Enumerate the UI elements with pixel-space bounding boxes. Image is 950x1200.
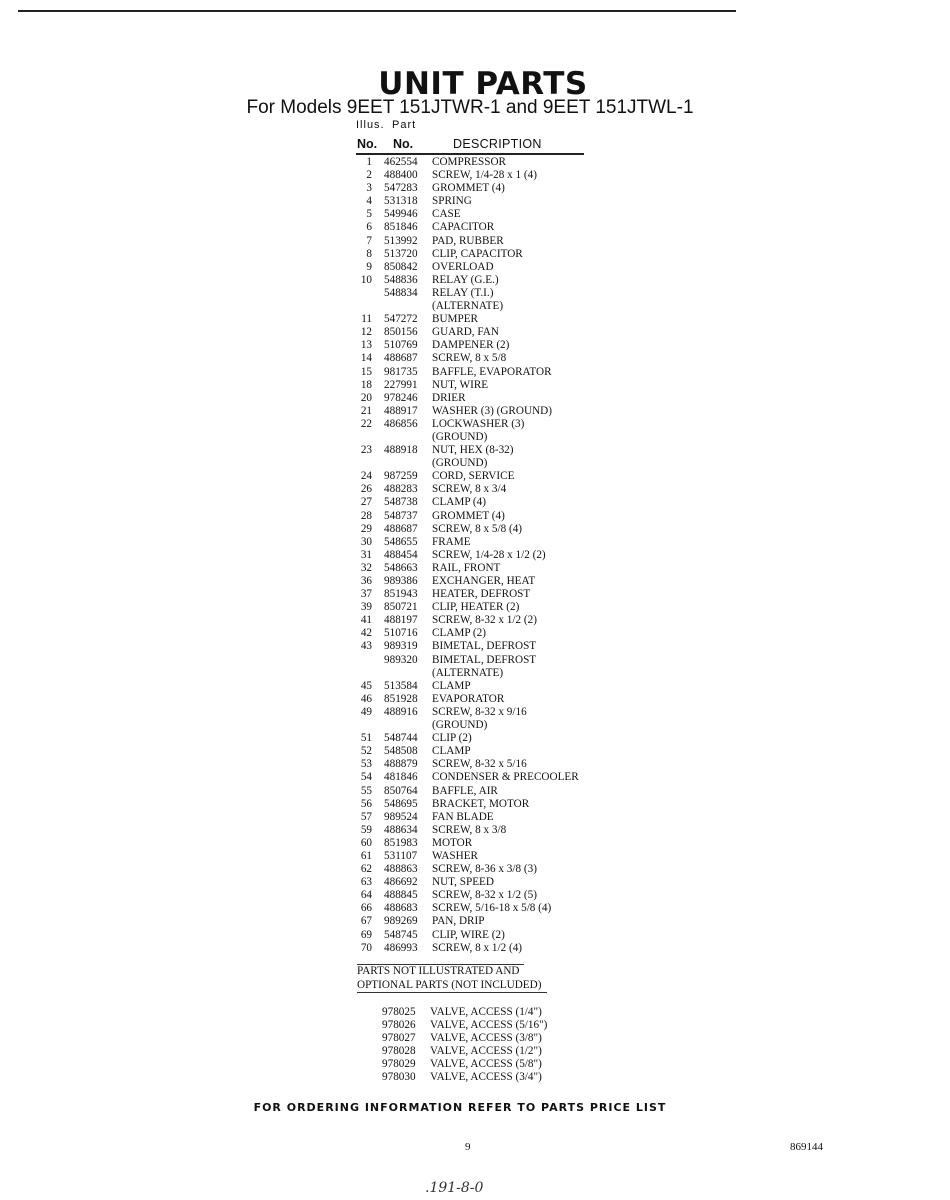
part-number: 978025 [382,1006,416,1018]
part-number: 548655 [384,535,418,548]
table-row [350,169,610,182]
part-description: BIMETAL, DEFROST [432,653,537,666]
part-description: DRIER [432,391,466,404]
table-row [350,496,610,509]
optional-title-line2: OPTIONAL PARTS (NOT INCLUDED) [357,978,542,991]
illus-number: 36 [360,575,372,587]
part-description: VALVE, ACCESS (5/8") [430,1058,542,1071]
illus-number: 51 [360,732,372,745]
part-number: 531318 [384,195,418,208]
part-number: 978246 [384,391,418,404]
table-row [350,575,610,588]
part-description: VALVE, ACCESS (1/4") [430,1006,542,1018]
illus-number: 20 [360,391,372,404]
table-row [350,457,610,470]
table-row [350,1045,610,1058]
part-description: CORD, SERVICE [432,470,515,483]
part-description: HEATER, DEFROST [432,588,531,601]
part-number: 989320 [384,653,418,666]
part-description: OVERLOAD [432,260,494,273]
part-number: 850842 [384,260,418,273]
table-row [350,431,610,444]
table-row [350,221,610,234]
illus-number: 3 [366,182,372,195]
illus-number: 24 [360,470,372,483]
part-number: 548738 [384,496,418,509]
part-number: 850764 [384,784,418,797]
illus-number: 10 [360,273,372,286]
table-row [350,313,610,326]
table-row [350,405,610,418]
part-no-header: No. [393,137,414,151]
illus-number: 21 [360,404,372,417]
part-number: 510716 [384,627,418,640]
page-title: UNIT PARTS [378,66,588,102]
part-number: 548744 [384,732,418,745]
table-row [350,1071,610,1084]
part-number: 851928 [384,692,418,705]
header-rule [356,153,584,155]
table-row [350,915,610,928]
illus-number: 49 [360,705,372,718]
illus-number: 18 [360,378,372,391]
part-number: 488916 [384,705,418,718]
illus-number: 60 [360,836,372,849]
part-description: RELAY (T.I.) [432,286,494,299]
table-row [350,339,610,352]
table-row [350,444,610,457]
part-number: 486692 [384,876,418,889]
part-description: (GROUND) [432,430,488,443]
part-number: 978028 [382,1045,416,1058]
illus-number: 54 [360,771,372,784]
table-row [350,379,610,392]
part-number: 513584 [384,679,418,692]
part-number: 978027 [382,1032,416,1045]
part-description: CLAMP (4) [432,496,486,509]
document-number: 869144 [790,1141,823,1153]
part-number: 978026 [382,1019,416,1032]
page-number: 9 [465,1141,471,1153]
part-description: SCREW, 8-32 x 1/2 (2) [432,614,537,627]
part-number: 488400 [384,169,418,182]
part-description: (ALTERNATE) [432,300,504,313]
illus-number: 2 [366,169,372,182]
part-description: BAFFLE, EVAPORATOR [432,365,552,378]
illus-number: 26 [360,483,372,496]
part-number: 549946 [384,208,418,221]
table-row [350,470,610,483]
optional-title-line1: PARTS NOT ILLUSTRATED AND [357,965,520,977]
table-row [350,274,610,287]
illus-number: 29 [360,522,372,535]
part-description: WASHER [432,849,478,862]
part-number: 513720 [384,247,418,260]
part-number: 850156 [384,326,418,339]
part-number: 851846 [384,221,418,234]
table-row [350,1019,610,1032]
table-row [350,562,610,575]
part-description: SCREW, 8 x 3/8 [432,823,507,836]
table-row [350,300,610,313]
part-description: (GROUND) [432,719,488,732]
illus-number: 41 [360,614,372,627]
table-row [350,732,610,745]
illus-number: 43 [360,640,372,653]
table-row [350,824,610,837]
illus-number: 12 [360,326,372,339]
illus-number: 37 [360,588,372,601]
table-row [350,876,610,889]
part-number: 850721 [384,601,418,614]
part-number: 488687 [384,352,418,365]
part-description: SCREW, 8 x 1/2 (4) [432,941,523,954]
part-description: SCREW, 5/16-18 x 5/8 (4) [432,902,552,915]
illus-number: 56 [360,797,372,810]
optional-parts-title [357,965,541,992]
part-description: SCREW, 8 x 5/8 [432,352,507,365]
top-rule [18,10,736,12]
table-row [350,837,610,850]
part-number: 989269 [384,915,418,928]
part-number: 488687 [384,522,418,535]
table-row [350,392,610,405]
table-row [350,326,610,339]
illus-number: 61 [360,849,372,862]
table-row [350,156,610,169]
part-number: 488683 [384,902,418,915]
part-number: 548836 [384,273,418,286]
illus-number: 28 [360,509,372,522]
illus-number: 32 [360,561,372,574]
part-description: RAIL, FRONT [432,561,501,574]
part-description: PAD, RUBBER [432,234,504,247]
part-number: 548745 [384,928,418,941]
part-description: BIMETAL, DEFROST [432,640,537,653]
part-description: CLAMP [432,679,471,692]
illus-number: 14 [360,352,372,365]
part-number: 978030 [382,1071,416,1084]
illus-number: 66 [360,902,372,915]
illus-number: 9 [366,260,372,273]
table-row [350,785,610,798]
part-number: 989386 [384,575,418,587]
part-description: BAFFLE, AIR [432,784,498,797]
part-number: 548737 [384,509,418,522]
part-description: GROMMET (4) [432,182,505,195]
illus-number: 55 [360,784,372,797]
illus-number: 63 [360,876,372,889]
illus-number: 8 [366,247,372,260]
illus-number: 11 [361,313,372,326]
illus-number: 69 [360,928,372,941]
part-number: 488918 [384,444,418,457]
part-number: 513992 [384,234,418,247]
illus-number: 39 [360,601,372,614]
part-number: 548663 [384,561,418,574]
part-description: MOTOR [432,836,473,849]
part-description: EXCHANGER, HEAT [432,575,536,587]
part-description: FAN BLADE [432,810,494,823]
illus-number: 57 [360,810,372,823]
part-number: 488197 [384,614,418,627]
part-description: BRACKET, MOTOR [432,797,530,810]
part-description: (ALTERNATE) [432,666,504,679]
table-row [350,195,610,208]
part-description: WASHER (3) (GROUND) [432,404,552,417]
illus-number: 7 [366,234,372,247]
part-number: 488845 [384,889,418,902]
part-description: VALVE, ACCESS (5/16") [430,1019,548,1032]
table-row [350,758,610,771]
part-number: 462554 [384,156,418,168]
illus-label: Illus. [356,119,385,131]
illus-number: 52 [360,745,372,758]
part-number: 488879 [384,758,418,771]
part-description: SCREW, 8-36 x 3/8 (3) [432,863,537,876]
page-subtitle: For Models 9EET 151JTWR-1 and 9EET 151JTWL-1 [246,97,694,118]
table-row [350,182,610,195]
table-row [350,680,610,693]
table-row [350,942,610,955]
table-row [350,261,610,274]
illus-number: 45 [360,679,372,692]
table-row [350,235,610,248]
part-description: BUMPER [432,313,479,326]
table-row [350,640,610,653]
illus-number: 46 [360,692,372,705]
illus-number: 70 [360,941,372,954]
part-number: 488863 [384,863,418,876]
illus-number: 53 [360,758,372,771]
part-number: 987259 [384,470,418,483]
illus-number: 31 [360,548,372,561]
illus-number: 62 [360,863,372,876]
table-row [350,601,610,614]
part-description: CLAMP [432,745,471,758]
part-number: 488634 [384,823,418,836]
part-description: COMPRESSOR [432,156,506,168]
illus-number: 64 [360,889,372,902]
part-number: 486856 [384,417,418,430]
part-number: 548834 [384,286,418,299]
part-number: 989524 [384,810,418,823]
part-description: DAMPENER (2) [432,339,510,352]
illus-number: 42 [360,627,372,640]
table-row [350,798,610,811]
part-description: VALVE, ACCESS (1/2") [430,1045,542,1058]
part-number: 981735 [384,365,418,378]
handwritten-note: .191-8-0 [425,1180,484,1196]
part-description: FRAME [432,535,471,548]
table-row [350,771,610,784]
illus-no-header: No. [357,137,378,151]
part-description: NUT, SPEED [432,876,494,889]
illus-number: 23 [360,444,372,457]
table-row [350,614,610,627]
part-number: 486993 [384,941,418,954]
part-description: SCREW, 8-32 x 1/2 (5) [432,889,537,902]
description-header: DESCRIPTION [453,137,542,151]
part-description: CAPACITOR [432,221,495,234]
part-number: 227991 [384,378,418,391]
optional-parts-table [350,1006,610,1085]
table-row [350,719,610,732]
table-row [350,523,610,536]
table-row [350,208,610,221]
part-description: LOCKWASHER (3) [432,417,525,430]
illus-number: 1 [366,156,372,168]
part-number: 978029 [382,1058,416,1071]
part-description: SCREW, 8 x 3/4 [432,483,507,496]
table-row [350,588,610,601]
table-row [350,693,610,706]
part-description: (GROUND) [432,457,488,470]
part-description: SCREW, 1/4-28 x 1/2 (2) [432,548,546,561]
part-description: CLIP, CAPACITOR [432,247,523,260]
part-number: 547283 [384,182,418,195]
part-number: 488917 [384,404,418,417]
table-row [350,549,610,562]
part-number: 488454 [384,548,418,561]
part-label: Part [392,119,417,131]
part-description: SCREW, 8-32 x 5/16 [432,758,527,771]
part-description: GUARD, FAN [432,326,499,339]
ordering-info-footer: FOR ORDERING INFORMATION REFER TO PARTS PRICE LIST [253,1101,667,1114]
part-description: CLIP, WIRE (2) [432,928,505,941]
illus-number: 27 [360,496,372,509]
parts-table [350,156,610,955]
table-row [350,1006,610,1019]
table-row [350,667,610,680]
part-description: NUT, HEX (8-32) [432,444,514,457]
illus-number: 13 [360,339,372,352]
part-number: 488283 [384,483,418,496]
table-row [350,929,610,942]
part-description: CLIP, HEATER (2) [432,601,520,614]
part-description: SPRING [432,195,472,208]
illus-number: 22 [360,417,372,430]
part-number: 548695 [384,797,418,810]
part-description: CONDENSER & PRECOOLER [432,771,579,784]
part-description: GROMMET (4) [432,509,505,522]
part-description: CASE [432,208,461,221]
part-description: CLAMP (2) [432,627,486,640]
table-row [350,483,610,496]
table-row [350,654,610,667]
illus-number: 59 [360,823,372,836]
part-number: 851943 [384,588,418,601]
part-description: PAN, DRIP [432,915,485,928]
part-number: 510769 [384,339,418,352]
table-row [350,706,610,719]
table-row [350,1058,610,1071]
table-row [350,248,610,261]
illus-number: 67 [360,915,372,928]
part-description: EVAPORATOR [432,692,505,705]
part-number: 547272 [384,313,418,326]
table-row [350,287,610,300]
table-row [350,889,610,902]
part-description: RELAY (G.E.) [432,273,499,286]
table-row [350,418,610,431]
table-row [350,352,610,365]
illus-number: 6 [366,221,372,234]
table-row [350,811,610,824]
table-row [350,902,610,915]
table-row [350,745,610,758]
optional-rule-bottom [357,992,547,993]
table-row [350,1032,610,1045]
part-description: SCREW, 8 x 5/8 (4) [432,522,523,535]
part-number: 548508 [384,745,418,758]
table-row [350,627,610,640]
part-number: 481846 [384,771,418,784]
illus-number: 30 [360,535,372,548]
part-description: VALVE, ACCESS (3/4") [430,1071,542,1084]
table-row [350,863,610,876]
table-row [350,510,610,523]
table-row [350,536,610,549]
table-row [350,366,610,379]
part-description: CLIP (2) [432,732,472,745]
part-number: 531107 [384,849,418,862]
part-description: NUT, WIRE [432,378,489,391]
part-description: SCREW, 8-32 x 9/16 [432,705,527,718]
illus-number: 15 [360,365,372,378]
part-description: VALVE, ACCESS (3/8") [430,1032,542,1045]
table-row [350,850,610,863]
part-description: SCREW, 1/4-28 x 1 (4) [432,169,537,182]
part-number: 989319 [384,640,418,653]
part-number: 851983 [384,836,418,849]
illus-number: 5 [366,208,372,221]
illus-number: 4 [366,195,372,208]
